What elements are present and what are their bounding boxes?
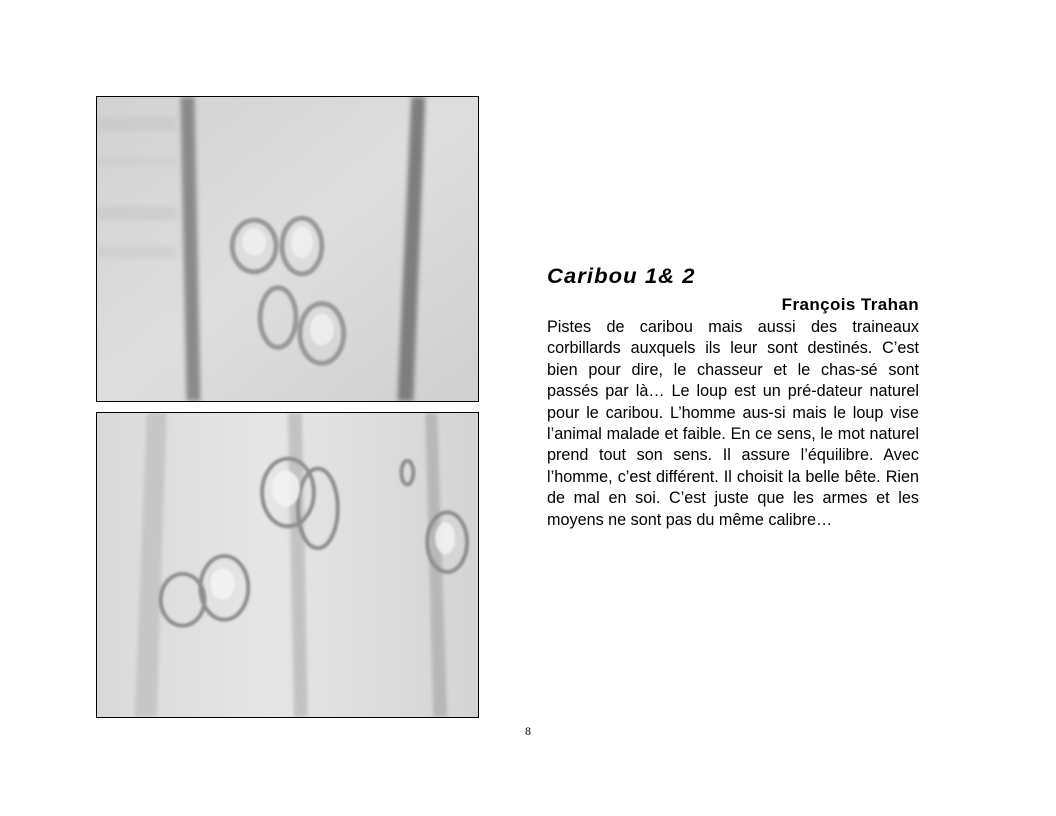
article-author: François Trahan [781, 295, 919, 314]
snow-tracks-image [97, 97, 478, 401]
article [547, 264, 919, 531]
snow-tracks-image [97, 413, 478, 717]
caribou-tracks-photo-2 [96, 412, 479, 718]
page-number: 8 [525, 724, 531, 738]
article-body: Pistes de caribou mais aussi des traineaux corbillards auxquels ils leur sont destinés. C’est bien pour dire, le chasseur et le chas-sé sont passés par là… Le loup est un pré-dateur naturel pour le caribou. L’homme aus-si mais le loup vise l’animal malade et faible. En ce sens, le mot naturel prend tout son sens. Il assure l’équilibre. Avec l’homme, c’est différent. Il choisit la belle bête. Rien de mal en soi. C’est juste que les armes et les moyens ne sont pas du même calibre… [547, 318, 919, 529]
caribou-tracks-photo-1 [96, 96, 479, 402]
article-title: Caribou 1& 2 [547, 265, 696, 288]
